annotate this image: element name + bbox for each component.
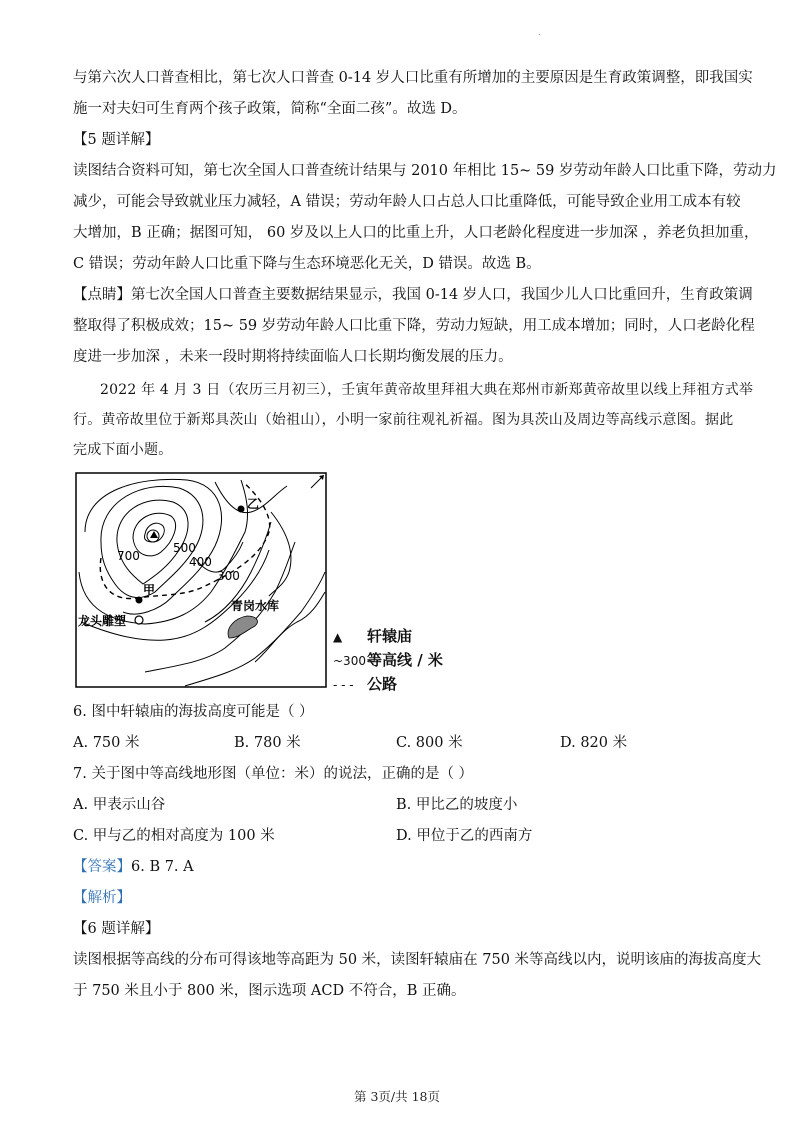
legend-contour: ~300~等高线 / 米	[333, 651, 443, 669]
label-yi: 乙	[247, 497, 260, 511]
q6-option-a[interactable]: A. 750 米	[73, 735, 140, 751]
answer-label: 【答案】	[73, 859, 131, 875]
label-400: 400	[189, 555, 212, 569]
label-reservoir: 青岗水库	[231, 599, 280, 613]
statue-marker	[135, 616, 143, 624]
label-500: 500	[173, 541, 196, 555]
intro-line: 完成下面小题。	[73, 442, 173, 458]
section-title-q5: 【5 题详解】	[73, 132, 160, 148]
text-line: 与第六次人口普查相比，第七次人口普查 0-14 岁人口比重有所增加的主要原因是生育政策调整，即我国实	[73, 70, 753, 86]
label-jia: 甲	[143, 583, 156, 597]
intro-line: 行。黄帝故里位于新郑具茨山（始祖山），小明一家前往观礼祈福。图为具茨山及周边等高线示意图。据此	[73, 412, 734, 428]
q6-option-c[interactable]: C. 800 米	[396, 735, 463, 751]
q7-option-b[interactable]: B. 甲比乙的坡度小	[396, 797, 518, 813]
q6-option-d[interactable]: D. 820 米	[560, 735, 628, 751]
label-statue: 龙头雕塑	[78, 614, 127, 628]
temple-legend-icon: ▲	[333, 630, 343, 644]
label-300: 300	[217, 569, 240, 583]
analysis-label: 【解析】	[73, 890, 131, 906]
page-footer: 第 3页/共 18页	[353, 1089, 441, 1104]
text-line: C 错误；劳动年龄人口比重下降与生态环境恶化无关，D 错误。故选 B。	[73, 256, 541, 272]
q6-option-b[interactable]: B. 780 米	[234, 735, 301, 751]
text-line: 于 750 米且小于 800 米，图示选项 ACD 不符合，B 正确。	[73, 983, 466, 999]
point-jia-marker	[136, 597, 143, 604]
answer-line	[73, 857, 194, 877]
q7-option-a[interactable]: A. 甲表示山谷	[73, 797, 166, 813]
q7-option-c[interactable]: C. 甲与乙的相对高度为 100 米	[73, 828, 275, 844]
text-line: 读图根据等高线的分布可得该地等高距为 50 米，读图轩辕庙在 750 米等高线以内，说明该庙的海拔高度大	[73, 952, 762, 968]
tip-paragraph: 【点睛】第七次全国人口普查主要数据结果显示，我国 0-14 岁人口，我国少儿人口比重回升，生育政策调	[73, 287, 753, 303]
question-6-stem: 6. 图中轩辕庙的海拔高度可能是（ ）	[73, 704, 314, 720]
contour-legend-icon: ~300~	[333, 654, 377, 668]
legend-temple: ▲ 轩辕庙	[333, 627, 413, 645]
q6-detail-title: 【6 题详解】	[73, 921, 160, 937]
text-line: 度进一步加深 ，未来一段时期将持续面临人口长期均衡发展的压力。	[73, 349, 513, 365]
legend-road: - - - 公路	[333, 675, 398, 693]
map-border	[76, 473, 326, 687]
contour-map	[75, 472, 327, 688]
answer-text: 6. B 7. A	[131, 859, 194, 875]
text-line: 整取得了积极成效；15~ 59 岁劳动年龄人口比重下降，劳动力短缺，用工成本增加；同时，人口老龄化程	[73, 318, 755, 334]
q7-option-d[interactable]: D. 甲位于乙的西南方	[396, 828, 533, 844]
header-mark: .	[538, 28, 541, 37]
text-line: 施一对夫妇可生育两个孩子政策，简称“全面二孩”。故选 D。	[73, 101, 467, 117]
map-legend	[333, 625, 483, 695]
intro-line: 2022 年 4 月 3 日（农历三月初三），壬寅年黄帝故里拜祖大典在郑州市新郑黄帝故里以线上拜祖方式举	[100, 382, 754, 398]
point-yi-marker	[238, 506, 245, 513]
text-line: 读图结合资料可知，第七次全国人口普查统计结果与 2010 年相比 15~ 59 岁劳动年龄人口比重下降，劳动力	[73, 163, 777, 179]
text-line: 减少，可能会导致就业压力减轻，A 错误；劳动年龄人口占总人口比重降低，可能导致企业用工成本有较	[73, 194, 741, 210]
label-700: 700	[117, 549, 140, 563]
road-legend-icon: - - -	[333, 678, 354, 692]
question-7-stem: 7. 关于图中等高线地形图（单位：米）的说法，正确的是（ ）	[73, 766, 474, 782]
text-line: 大增加，B 正确；据图可知， 60 岁及以上人口的比重上升，人口老龄化程度进一步加深 ，养老负担加重，	[73, 225, 759, 241]
